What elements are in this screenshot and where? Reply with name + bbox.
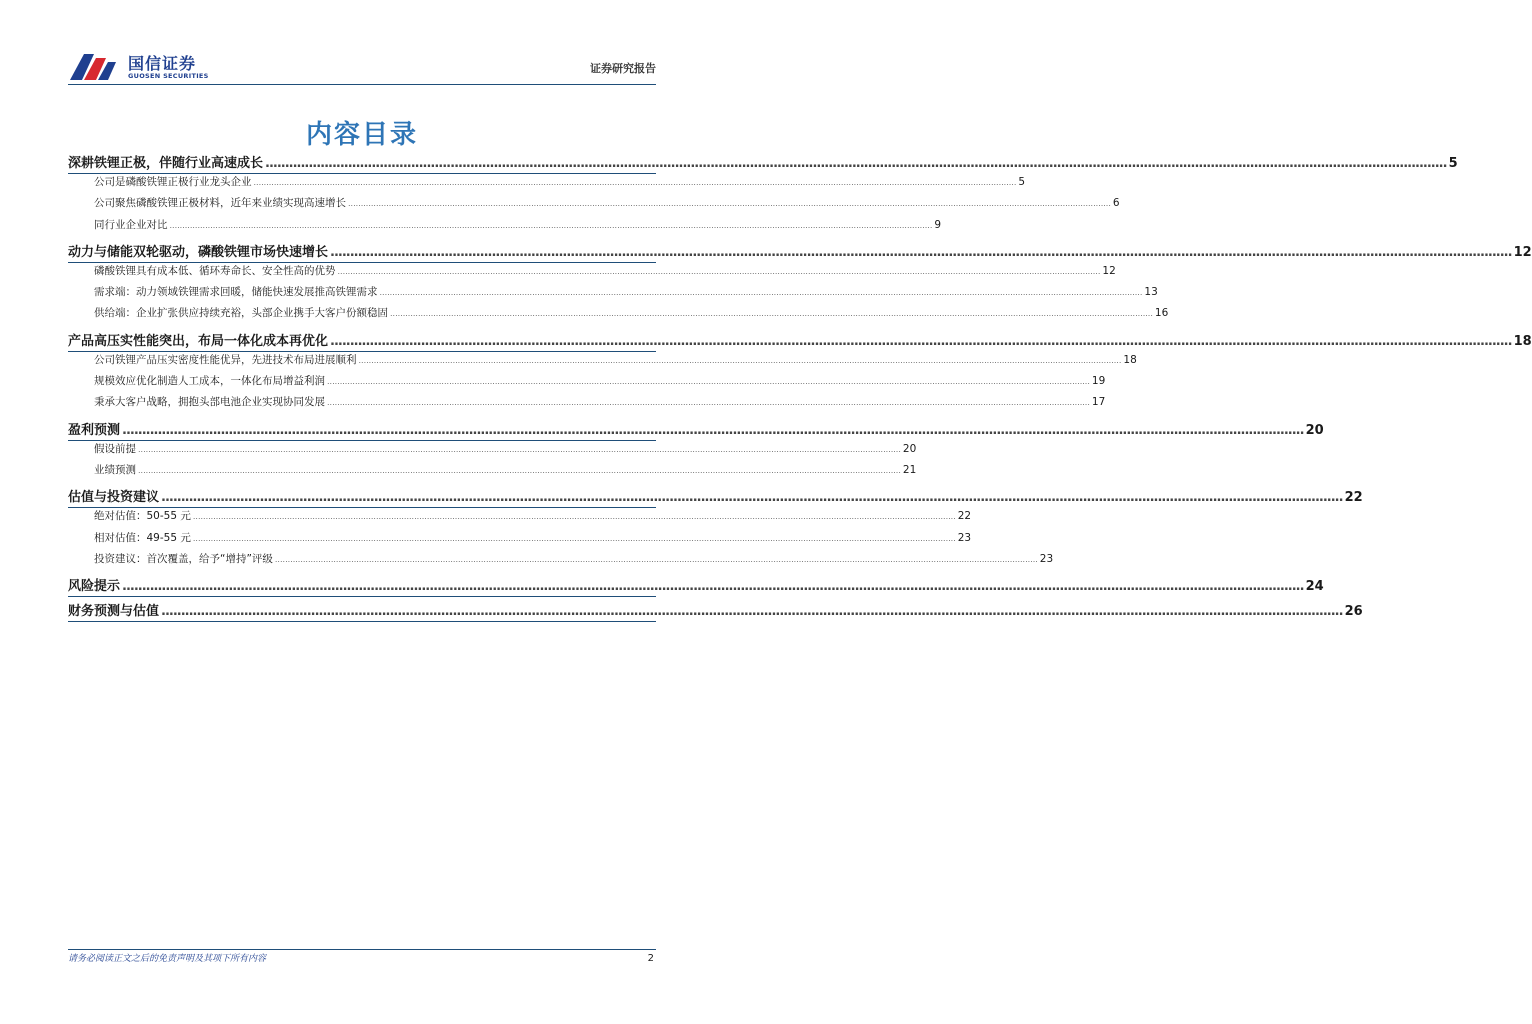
toc-leader-dots: ............................................................................................................................................................................................................................................................................................................ — [348, 199, 1111, 209]
toc-page-number: 23 — [957, 531, 972, 544]
toc-entry[interactable] — [68, 508, 972, 529]
page-number: 2 — [647, 953, 654, 964]
toc-section-heading[interactable] — [68, 152, 1458, 174]
toc-entry-title: 估值与投资建议 — [68, 490, 160, 506]
toc-entry-title: 绝对估值：50-55 元 — [94, 510, 191, 523]
toc-section — [68, 152, 1458, 238]
toc-page-number: 24 — [1305, 579, 1324, 595]
toc-page-number: 6 — [1112, 197, 1120, 210]
toc-entry-title: 盈利预测 — [68, 422, 121, 438]
toc-entry[interactable] — [68, 530, 972, 551]
toc-entry[interactable] — [68, 373, 1106, 394]
toc-leader-dots: ............................................................................................................................................................................................................................................................................................................ — [161, 604, 1343, 620]
header-divider — [68, 84, 656, 85]
toc-entry[interactable] — [68, 462, 917, 483]
toc-section — [68, 241, 1532, 327]
toc-entry-title: 财务预测与估值 — [68, 604, 160, 620]
toc-page-number: 9 — [934, 218, 942, 231]
toc-section-heading[interactable] — [68, 575, 1324, 597]
toc-leader-dots: ............................................................................................................................................................................................................................................................................................................ — [138, 465, 901, 475]
toc-leader-dots: ............................................................................................................................................................................................................................................................................................................ — [138, 444, 901, 454]
toc-page-number: 23 — [1039, 552, 1054, 565]
toc-entry[interactable] — [68, 195, 1120, 216]
toc-page-number: 22 — [1344, 490, 1363, 506]
toc-entry[interactable] — [68, 305, 1169, 326]
toc-section-heading[interactable] — [68, 241, 1532, 263]
toc-page-number: 13 — [1144, 286, 1158, 299]
toc-leader-dots: ............................................................................................................................................................................................................................................................................................................ — [161, 490, 1343, 506]
footer-disclaimer: 请务必阅读正文之后的免责声明及其项下所有内容 — [68, 954, 267, 964]
toc-leader-dots: ............................................................................................................................................................................................................................................................................................................ — [253, 178, 1017, 187]
toc-section — [68, 600, 1363, 622]
toc-section — [68, 330, 1532, 416]
toc-page-number: 5 — [1448, 156, 1458, 171]
toc-entry-title: 动力与储能双轮驱动，磷酸铁锂市场快速增长 — [68, 244, 329, 260]
toc-leader-dots: ............................................................................................................................................................................................................................................................................................................ — [390, 309, 1153, 319]
toc-page-number: 12 — [1102, 264, 1116, 277]
toc-leader-dots: ............................................................................................................................................................................................................................................................................................................ — [337, 266, 1101, 276]
toc-section — [68, 486, 1363, 572]
toc-entry-title: 同行业企业对比 — [94, 218, 168, 231]
toc-entry[interactable] — [68, 174, 1026, 195]
toc-entry-title: 规模效应优化制造人工成本，一体化布局增益利润 — [94, 375, 325, 388]
toc-page-number: 22 — [957, 510, 972, 523]
toc-title: 内容目录 — [305, 120, 418, 150]
toc-section-heading[interactable] — [68, 486, 1363, 508]
toc-section — [68, 575, 1324, 597]
toc-page-number: 19 — [1091, 375, 1106, 388]
toc-page-number: 17 — [1091, 396, 1106, 409]
toc-section-heading[interactable] — [68, 419, 1324, 441]
toc-page-number: 20 — [1305, 422, 1324, 438]
toc-entry-title: 相对估值：49-55 元 — [94, 531, 191, 544]
toc-entry[interactable] — [68, 263, 1116, 284]
toc-entry-title: 公司聚焦磷酸铁锂正极材料，近年来业绩实现高速增长 — [94, 197, 346, 210]
report-type-label: 证券研究报告 — [590, 62, 656, 75]
toc-entry[interactable] — [68, 284, 1158, 305]
toc-leader-dots: ............................................................................................................................................................................................................................................................................................................ — [265, 156, 1447, 171]
toc-page-number: 16 — [1154, 307, 1169, 320]
toc-leader-dots: ............................................................................................................................................................................................................................................................................................................ — [192, 512, 956, 522]
toc-page-number: 12 — [1513, 244, 1532, 260]
toc-entry[interactable] — [68, 551, 1054, 572]
toc-leader-dots: ............................................................................................................................................................................................................................................................................................................ — [274, 554, 1038, 564]
toc-leader-dots: ............................................................................................................................................................................................................................................................................................................ — [327, 398, 1090, 408]
guosen-logo-icon — [68, 50, 118, 84]
toc-leader-dots: ............................................................................................................................................................................................................................................................................................................ — [379, 288, 1143, 298]
toc-entry[interactable] — [68, 217, 942, 238]
toc-entry-title: 需求端：动力领域铁锂需求回暖，储能快速发展推高铁锂需求 — [94, 286, 378, 299]
toc-page-number: 18 — [1123, 353, 1137, 366]
toc-section-heading[interactable] — [68, 330, 1532, 352]
toc-entry-title: 投资建议：首次覆盖，给予“增持”评级 — [94, 552, 273, 565]
toc-entry-title: 风险提示 — [68, 579, 121, 595]
footer-divider — [68, 949, 656, 950]
toc-page-number: 21 — [902, 463, 917, 476]
toc-page-number: 26 — [1344, 604, 1363, 620]
toc-page-number: 5 — [1018, 176, 1026, 188]
toc-section-heading[interactable] — [68, 600, 1363, 622]
table-of-contents — [68, 152, 1532, 622]
toc-entry-title: 公司是磷酸铁锂正极行业龙头企业 — [94, 176, 252, 188]
toc-entry[interactable] — [68, 394, 1106, 415]
toc-section — [68, 419, 1324, 484]
toc-page-number: 20 — [902, 442, 917, 455]
toc-entry-title: 磷酸铁锂具有成本低、循环寿命长、安全性高的优势 — [94, 264, 336, 277]
toc-entry-title: 供给端：企业扩张供应持续充裕，头部企业携手大客户份额稳固 — [94, 307, 388, 320]
toc-leader-dots: ............................................................................................................................................................................................................................................................................................................ — [327, 377, 1090, 387]
report-header — [0, 0, 724, 90]
toc-leader-dots: ............................................................................................................................................................................................................................................................................................................ — [122, 422, 1304, 438]
toc-entry[interactable] — [68, 352, 1137, 373]
toc-entry-title: 产品高压实性能突出，布局一体化成本再优化 — [68, 333, 329, 349]
toc-entry-title: 假设前提 — [94, 442, 136, 455]
logo-company-name-en: GUOSEN SECURITIES — [128, 72, 209, 80]
toc-entry-title: 公司铁锂产品压实密度性能优异，先进技术布局进展顺利 — [94, 353, 357, 366]
toc-entry-title: 秉承大客户战略，拥抱头部电池企业实现协同发展 — [94, 396, 325, 409]
toc-leader-dots: ............................................................................................................................................................................................................................................................................................................ — [358, 355, 1122, 365]
logo-company-name: 国信证券 — [128, 54, 197, 73]
toc-leader-dots: ............................................................................................................................................................................................................................................................................................................ — [330, 333, 1512, 349]
toc-leader-dots: ............................................................................................................................................................................................................................................................................................................ — [192, 533, 956, 543]
toc-leader-dots: ............................................................................................................................................................................................................................................................................................................ — [330, 244, 1512, 260]
toc-leader-dots: ............................................................................................................................................................................................................................................................................................................ — [122, 579, 1304, 595]
toc-entry-title: 深耕铁锂正极，伴随行业高速成长 — [68, 156, 264, 171]
toc-entry-title: 业绩预测 — [94, 463, 136, 476]
toc-page-number: 18 — [1513, 333, 1532, 349]
toc-leader-dots: ............................................................................................................................................................................................................................................................................................................ — [169, 220, 933, 230]
toc-entry[interactable] — [68, 441, 917, 462]
